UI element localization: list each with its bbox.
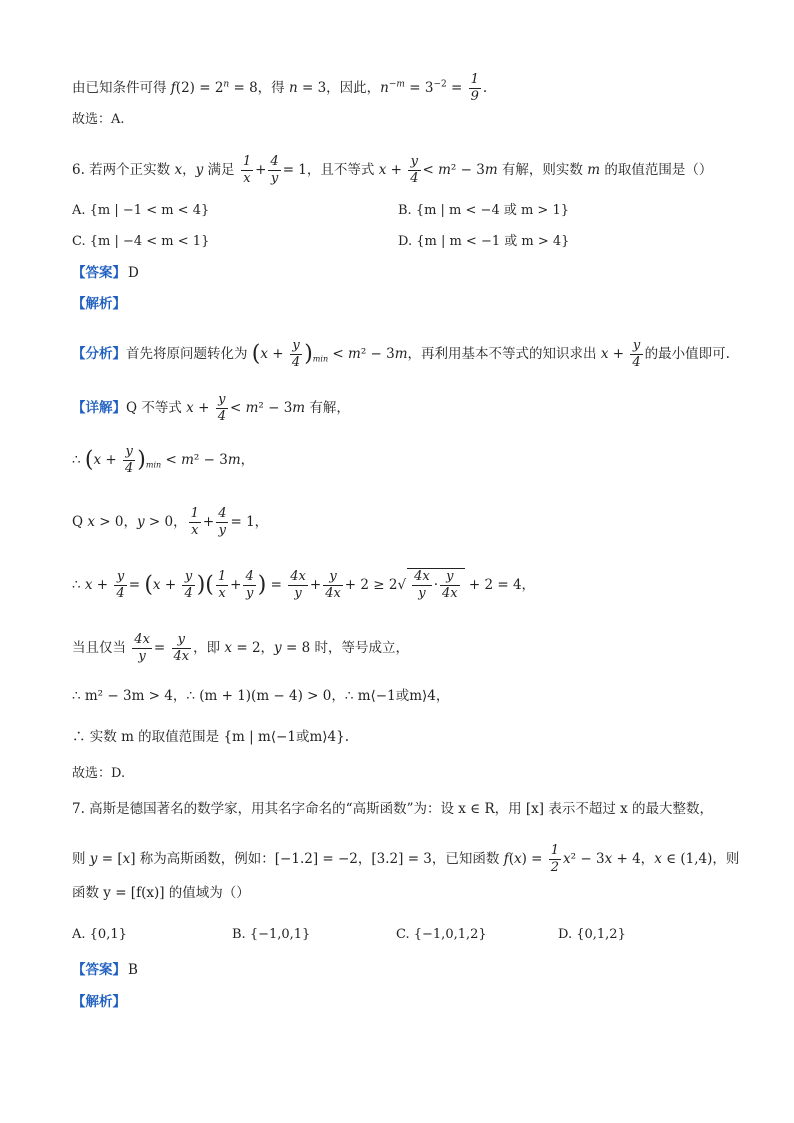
analysis-fenxi: 【分析】首先将原问题转化为 (x + $\frac{y}{4}$ )$_{min} < m^2 - 3m$，再利用基本不等式的知识求出 x + $\frac{y}{4}$ 的最小值即可. xyxy=(72,338,730,370)
question-7-line-3: 函数 y = [f(x)] 的值域为（） xyxy=(72,885,250,901)
answer-label: 【答案】 xyxy=(72,265,126,281)
step-3: ∴ x + $\frac{y}{4}$ = (x + $\frac{y}{4}$ )( $\frac{1}{x}$ + $\frac{4}{y}$ ) = $\frac{4x}{y}$ + $\frac{y}{4x}$ + 2 ≥ 2√ $\frac{4x}{y}$ · $\frac{y}{4x}$ + 2 = 4， xyxy=(72,569,536,601)
option-7b: B. {−1,0,1} xyxy=(232,927,311,942)
question-7-line-2: 则 y = [x] 称为高斯函数，例如：[−1.2] = −2，[3.2] = 3，已知函数 f(x) = $\frac{1}{2}$ x² − 3x + 4，x ∈ (1,4)，则 xyxy=(72,843,740,875)
option-7c: C. {−1,0,1,2} xyxy=(396,927,487,942)
option-6d: D. {m | m < −1 或 m > 4} xyxy=(398,234,570,249)
analysis-header-6 xyxy=(72,294,126,314)
option-6c: C. {m | −4 < m < 1} xyxy=(72,234,210,249)
choose-d: 故选：D. xyxy=(72,766,126,781)
answer-label: 【答案】 xyxy=(72,962,126,978)
analysis-label: 【解析】 xyxy=(72,994,126,1010)
step-2: Q x > 0，y > 0， $\frac{1}{x}$ + $\frac{4}{y}$ = 1， xyxy=(72,506,269,538)
step-4: 当且仅当 $\frac{4x}{y}$ = $\frac{y}{4x}$ ，即 x = 2，y = 8 时，等号成立， xyxy=(72,632,409,664)
answer-6 xyxy=(72,263,139,283)
step-6: ∴ 实数 m 的取值范围是 {m | m⟨−1或m⟩4}. xyxy=(72,729,349,745)
question-6: 6. 若两个正实数 x，y 满足 $\frac{1}{x}$ + $\frac{4}{y}$ = 1，且不等式 x + $\frac{y}{4}$ < m² − 3m 有解，则实数 m 的取值范围是（） xyxy=(72,154,713,186)
option-6a: A. {m | −1 < m < 4} xyxy=(72,203,210,218)
answer-value: D xyxy=(128,265,139,281)
choose-a: 故选：A. xyxy=(72,112,125,127)
detail-line: 【详解】Q 不等式 x + $\frac{y}{4}$ < m² − 3m 有解， xyxy=(72,392,350,424)
solution-line-1: 由已知条件可得 $f(2) = 2^n = 8$，得 n = 3，因此，$n^{-m} = 3^{-2}$ = $\frac{1}{9}$ . xyxy=(72,72,488,104)
step-5: ∴ m² − 3m > 4，∴ (m + 1)(m − 4) > 0，∴ m⟨−1或m⟩4， xyxy=(72,688,450,704)
option-7a: A. {0,1} xyxy=(72,927,127,942)
question-7-line-1: 7. 高斯是德国著名的数学家，用其名字命名的“高斯函数”为：设 x ∈ R，用 [x] 表示不超过 x 的最大整数， xyxy=(72,801,714,817)
option-7d: D. {0,1,2} xyxy=(558,927,626,942)
option-6b: B. {m | m < −4 或 m > 1} xyxy=(398,203,569,218)
analysis-header-7 xyxy=(72,992,126,1012)
answer-value: B xyxy=(128,962,138,978)
answer-7 xyxy=(72,960,138,980)
analysis-label: 【解析】 xyxy=(72,296,126,312)
step-1: ∴ (x + $\frac{y}{4}$ )$_{min} < m^2 - 3m$， xyxy=(72,444,255,476)
